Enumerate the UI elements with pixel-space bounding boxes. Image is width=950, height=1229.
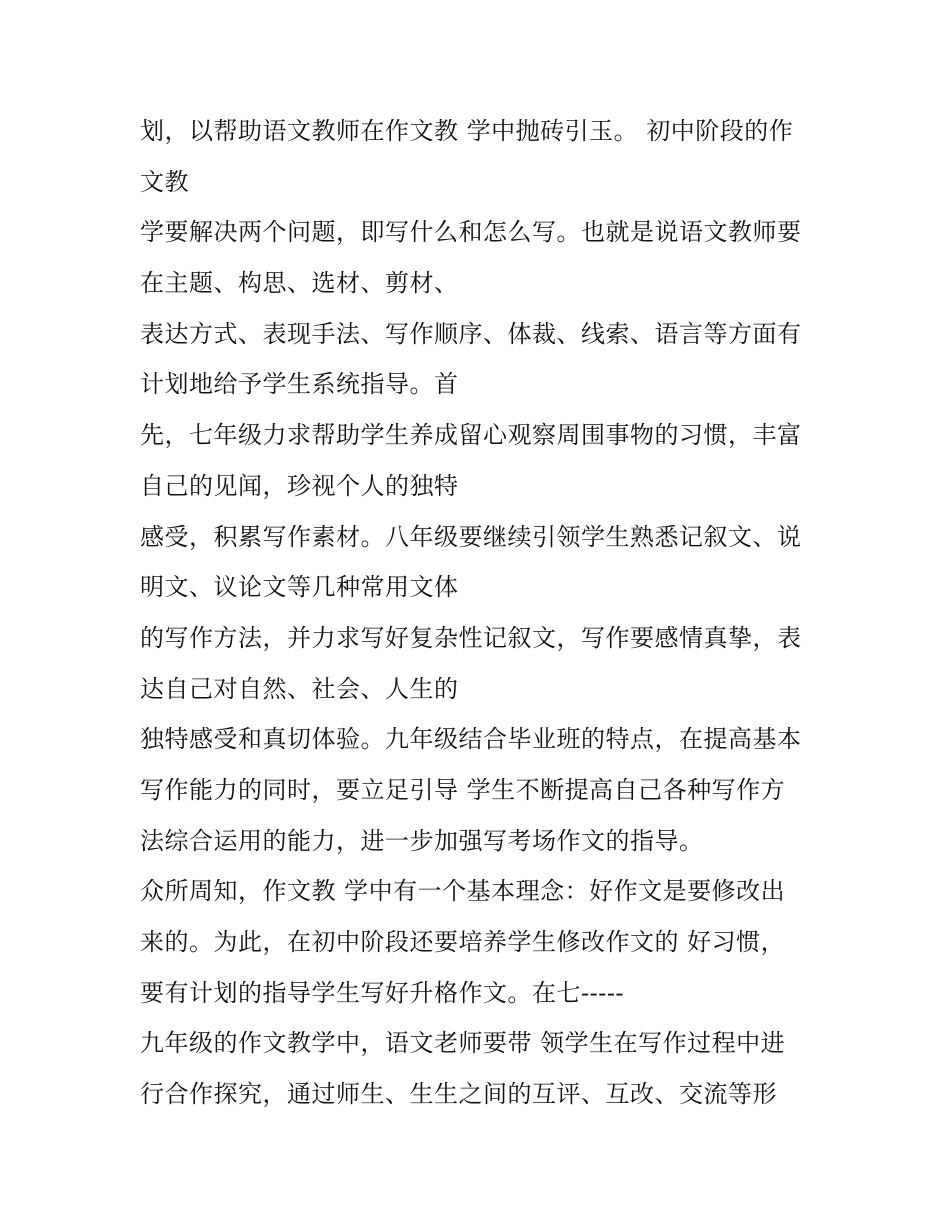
text-line: 表达方式、表现手法、写作顺序、体裁、线索、语言等方面有 [140,319,802,348]
text-line: 要有计划的指导学生写好升格作文。在七----- [140,978,625,1007]
text-line: 九年级的作文教学中，语文老师要带 领学生在写作过程中进 [140,1029,786,1058]
text-line: 在主题、构思、选材、剪材、 [140,269,459,298]
text-line: 自己的见闻，珍视个人的独特 [140,471,459,500]
text-line: 达自己对自然、社会、人生的 [140,674,459,703]
text-line: 来的。为此，在初中阶段还要培养学生修改作文的 好习惯， [140,928,786,956]
text-line: 众所周知，作文教 学中有一个基本理念：好作文是要修改出 [140,877,786,906]
text-line: 文教 [140,167,189,196]
text-line: 学要解决两个问题，即写什么和怎么写。也就是说语文教师要 [140,218,802,247]
text-line: 计划地给予学生系统指导。首 [140,370,459,399]
text-line: 划，以帮助语文教师在作文教 学中抛砖引玉。 初中阶段的作 [140,117,794,145]
text-line: 感受，积累写作素材。八年级要继续引领学生熟悉记叙文、说 [140,522,802,551]
text-line: 独特感受和真切体验。九年级结合毕业班的特点，在提高基本 [140,725,802,754]
document-body [140,106,830,1120]
text-line: 的写作方法，并力求写好复杂性记叙文，写作要感情真挚，表 [140,623,802,652]
text-line: 法综合运用的能力，进一步加强写考场作文的指导。 [140,826,704,855]
text-line: 先，七年级力求帮助学生养成留心观察周围事物的习惯，丰富 [140,421,802,450]
text-line: 明文、议论文等几种常用文体 [140,573,459,602]
text-line: 行合作探究，通过师生、生生之间的互评、互改、交流等形 [140,1080,777,1109]
text-line: 写作能力的同时，要立足引导 学生不断提高自己各种写作方 [140,775,786,804]
